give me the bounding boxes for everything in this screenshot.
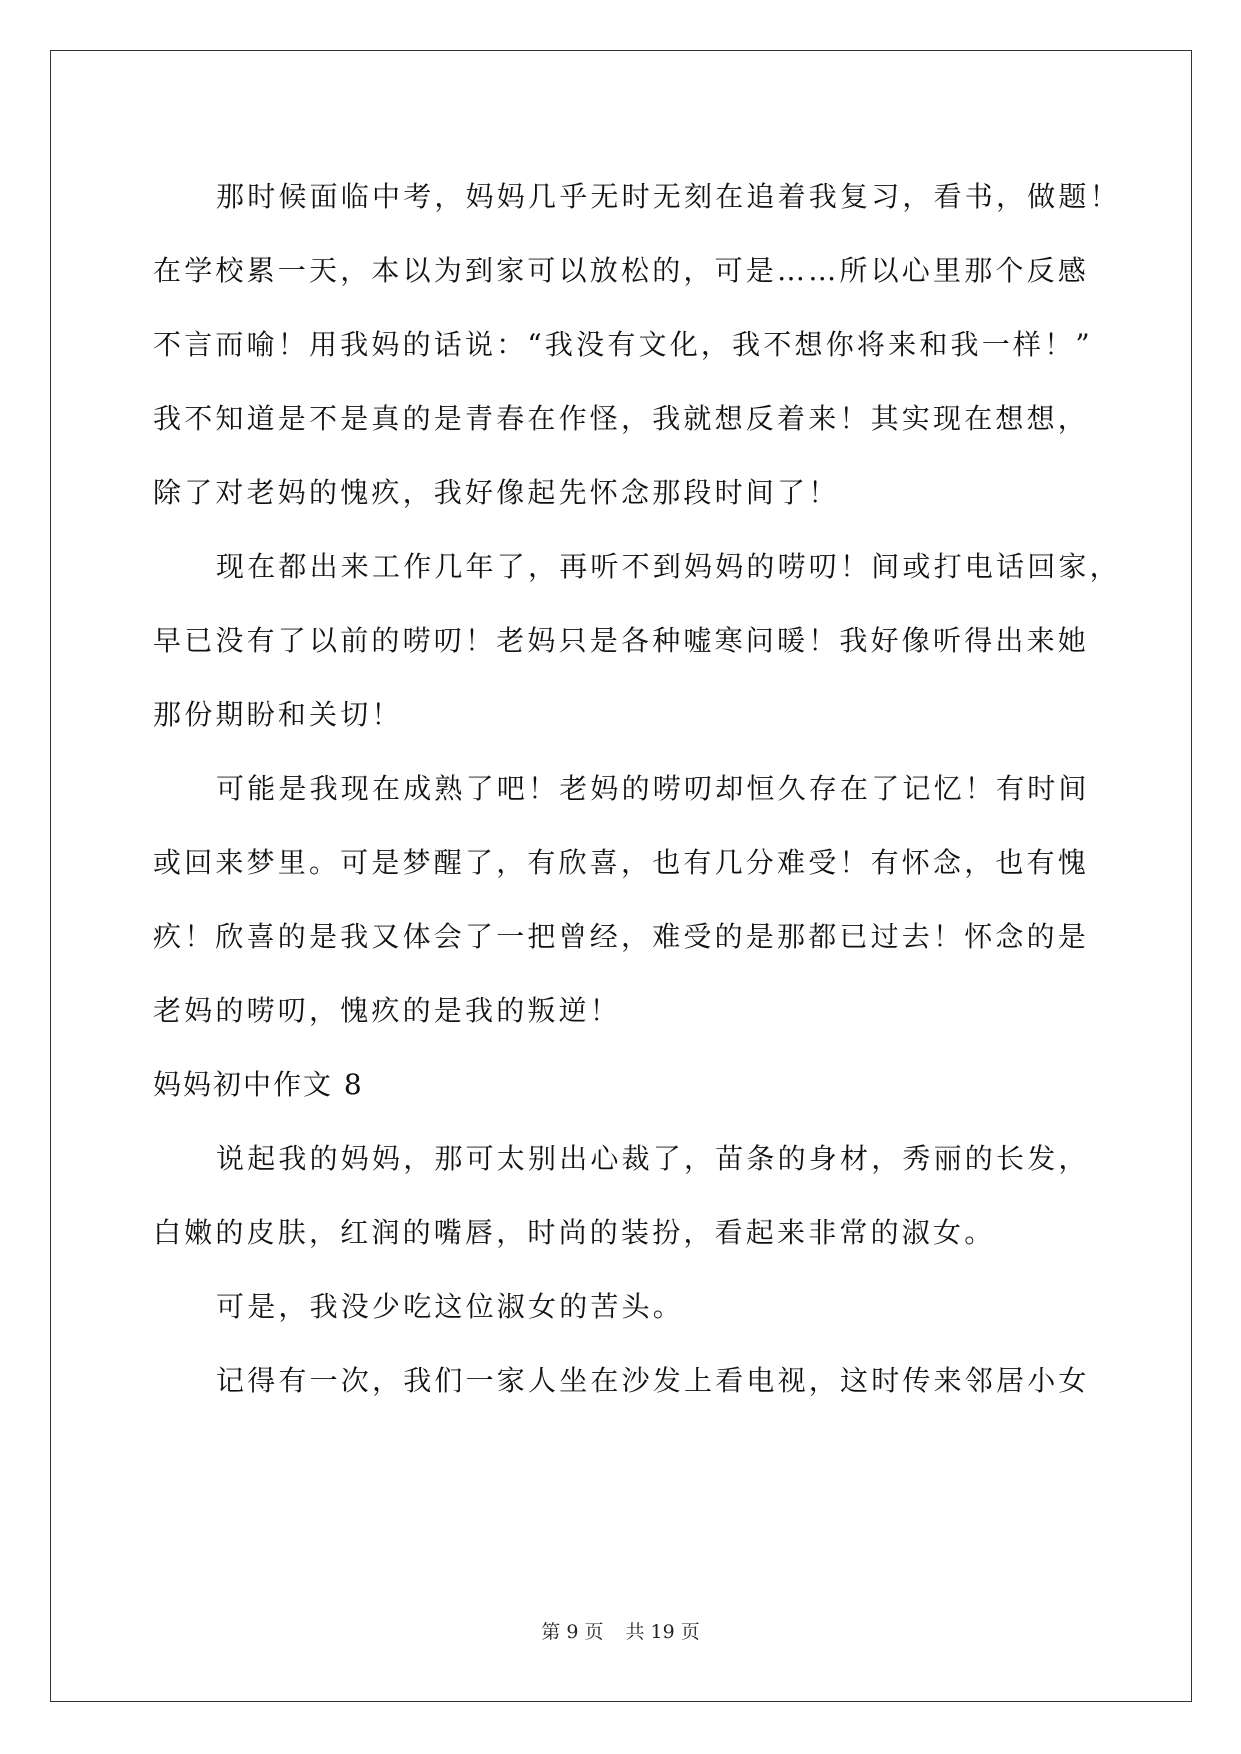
page-number-total: 共 19 页 — [625, 1621, 700, 1643]
paragraph-line: 那份期盼和关切！ — [153, 698, 403, 731]
section-heading: 妈妈初中作文 8 — [153, 1068, 364, 1101]
paragraph-line: 现在都出来工作几年了，再听不到妈妈的唠叨！间或打电话回家， — [216, 550, 1121, 583]
paragraph-line: 说起我的妈妈，那可太别出心裁了，苗条的身材，秀丽的长发， — [216, 1142, 1090, 1175]
paragraph-line: 记得有一次，我们一家人坐在沙发上看电视，这时传来邻居小女 — [216, 1364, 1090, 1397]
paragraph-line: 早已没有了以前的唠叨！老妈只是各种嘘寒问暖！我好像听得出来她 — [153, 624, 1090, 657]
paragraph-line: 白嫩的皮肤，红润的嘴唇，时尚的装扮，看起来非常的淑女。 — [153, 1216, 996, 1249]
paragraph-line: 或回来梦里。可是梦醒了，有欣喜，也有几分难受！有怀念，也有愧 — [153, 846, 1090, 879]
paragraph-line: 可是，我没少吃这位淑女的苦头。 — [216, 1290, 685, 1323]
paragraph-line: 除了对老妈的愧疚，我好像起先怀念那段时间了！ — [153, 476, 840, 509]
paragraph-line: 可能是我现在成熟了吧！老妈的唠叨却恒久存在了记忆！有时间 — [216, 772, 1090, 805]
paragraph-line: 不言而喻！用我妈的话说：“我没有文化，我不想你将来和我一样！” — [153, 328, 1093, 361]
page-footer — [0, 1617, 1241, 1644]
paragraph-line: 老妈的唠叨，愧疚的是我的叛逆！ — [153, 994, 622, 1027]
paragraph-line: 疚！欣喜的是我又体会了一把曾经，难受的是那都已过去！怀念的是 — [153, 920, 1090, 953]
document-body — [153, 160, 1121, 1418]
page-number-current: 第 9 页 — [541, 1621, 604, 1643]
paragraph-line: 那时候面临中考，妈妈几乎无时无刻在追着我复习，看书，做题！ — [216, 180, 1121, 213]
paragraph-line: 我不知道是不是真的是青春在作怪，我就想反着来！其实现在想想， — [153, 402, 1090, 435]
paragraph-line: 在学校累一天，本以为到家可以放松的，可是……所以心里那个反感 — [153, 254, 1090, 287]
